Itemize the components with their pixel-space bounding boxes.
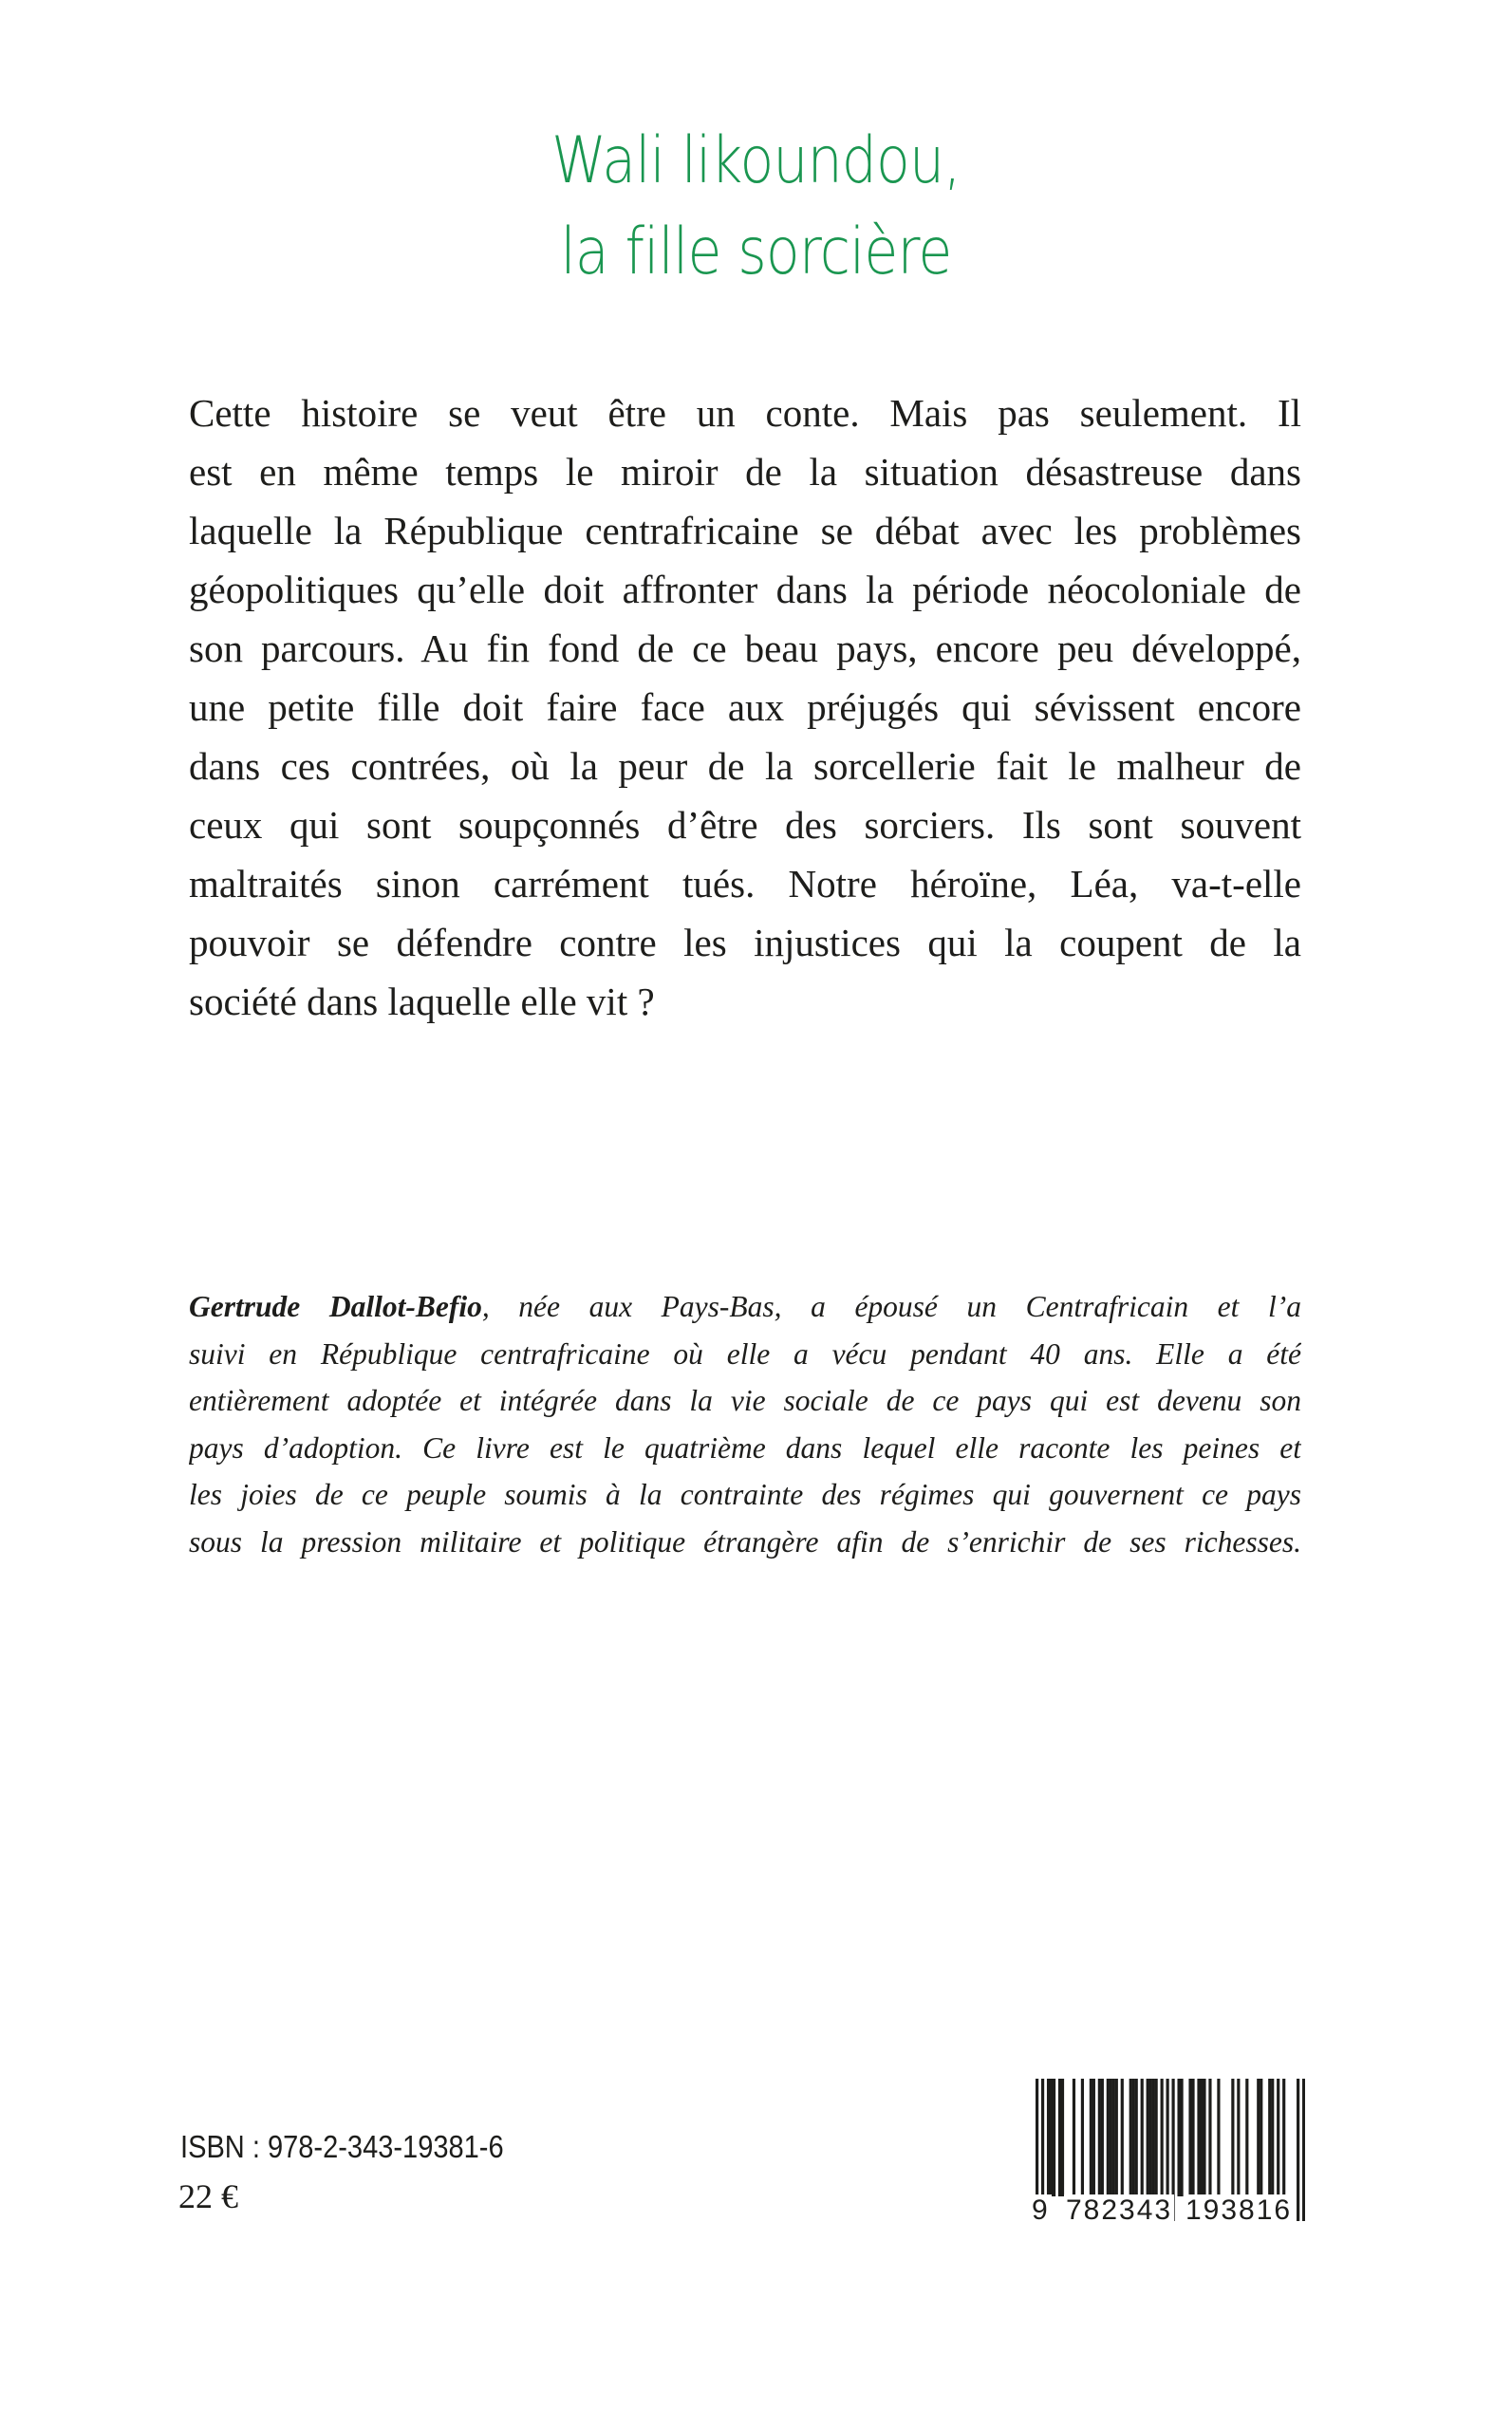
bio-line: les joies de ce peuple soumis à la contrainte des régimes qui gouvernent ce pays: [189, 1478, 1301, 1511]
barcode-bar: [1098, 2079, 1101, 2196]
barcode-bar: [1073, 2079, 1075, 2196]
barcode-bar: [1147, 2079, 1149, 2196]
barcode-bar: [1271, 2079, 1274, 2196]
barcode-bar: [1149, 2079, 1152, 2196]
barcode-bar: [1090, 2079, 1092, 2196]
barcode-bar: [1112, 2079, 1115, 2196]
barcode-bar: [1302, 2079, 1305, 2221]
barcode-bar: [1237, 2079, 1240, 2196]
bio-line: suivi en République centrafricaine où elle a vécu pendant 40 ans. Elle a été: [189, 1336, 1301, 1371]
book-summary: [189, 383, 1301, 1031]
summary-line: pouvoir se défendre contre les injustices qui la coupent de la: [189, 921, 1301, 964]
summary-line: géopolitiques qu’elle doit affronter dans la période néocoloniale de: [189, 568, 1301, 611]
summary-line: ceux qui sont soupçonnés d’être des sorciers. Ils sont souvent: [189, 803, 1301, 847]
author-bio: [189, 1283, 1301, 1565]
price: 22 €: [178, 2177, 238, 2215]
summary-line: est en même temps le miroir de la situation désastreuse dans: [189, 450, 1301, 494]
barcode-bar: [1260, 2079, 1262, 2196]
barcode-bar: [1277, 2079, 1279, 2196]
barcode-bar: [1141, 2079, 1144, 2196]
barcode-bar: [1188, 2079, 1191, 2196]
summary-line: une petite fille doit faire face aux préjugés qui sévissent encore: [189, 685, 1301, 729]
barcode-bar: [1203, 2079, 1205, 2196]
barcode-bar: [1231, 2079, 1234, 2196]
barcode-bar: [1297, 2079, 1299, 2221]
bio-line: pays d’adoption. Ce livre est le quatrième dans lequel elle raconte les peines et: [189, 1430, 1301, 1465]
barcode-left-group: 782343: [1066, 2194, 1173, 2226]
barcode-first-digit: 9: [1032, 2194, 1050, 2226]
barcode-bar: [1121, 2079, 1124, 2196]
barcode-bar: [1107, 2079, 1110, 2196]
book-title-line-1: Wali likoundou,: [551, 123, 961, 198]
barcode-right-group: 193816: [1185, 2194, 1293, 2226]
barcode-bar: [1155, 2079, 1158, 2196]
summary-line: société dans laquelle elle vit ?: [189, 980, 655, 1023]
barcode-bar: [1197, 2079, 1200, 2196]
summary-line: son parcours. Au fin fond de ce beau pays, encore peu développé,: [189, 626, 1301, 670]
bio-line: [189, 1283, 1301, 1331]
barcode-bar: [1152, 2079, 1155, 2196]
barcode-bar: [1081, 2079, 1084, 2196]
barcode-bar: [1053, 2079, 1055, 2196]
isbn: ISBN : 978-2-343-19381-6: [180, 2129, 504, 2164]
barcode-bar: [1217, 2079, 1220, 2196]
barcode-bar: [1101, 2079, 1104, 2196]
book-title-line-2: la fille sorcière: [560, 215, 952, 289]
author-name: Gertrude Dallot-Befio: [189, 1290, 482, 1323]
summary-line: dans ces contrées, où la peur de la sorcellerie fait le malheur de: [189, 744, 1301, 788]
barcode-bar: [1058, 2079, 1061, 2196]
barcode-bar: [1132, 2079, 1135, 2196]
book-title: [0, 116, 1512, 298]
barcode-bar: [1050, 2079, 1053, 2196]
barcode-bar: [1282, 2079, 1285, 2196]
barcode-bar: [1245, 2079, 1248, 2196]
bio-first-line-rest: , née aux Pays-Bas, a épousé un Centrafricain et l’a: [481, 1290, 1301, 1323]
summary-line: Cette histoire se veut être un conte. Mais pas seulement. Il: [189, 391, 1301, 435]
summary-line: laquelle la République centrafricaine se débat avec les problèmes: [189, 509, 1301, 552]
barcode-bar: [1129, 2079, 1132, 2196]
barcode-bar: [1135, 2079, 1138, 2196]
barcode-bar: [1177, 2079, 1180, 2196]
summary-line: maltraités sinon carrément tués. Notre héroïne, Léa, va-t-elle: [189, 862, 1301, 906]
barcode-bar: [1115, 2079, 1118, 2196]
barcode-bar: [1061, 2079, 1064, 2196]
barcode-bar: [1257, 2079, 1260, 2196]
barcode-bar: [1208, 2079, 1211, 2196]
barcode-bar: [1161, 2079, 1164, 2196]
barcode-bar: [1092, 2079, 1095, 2196]
barcode-bar: [1110, 2079, 1112, 2196]
barcode-bar: [1047, 2079, 1050, 2196]
barcode-bar: [1180, 2079, 1183, 2196]
barcode-bar: [1200, 2079, 1203, 2196]
barcode-bar: [1191, 2079, 1194, 2196]
bio-line: sous la pression militaire et politique étrangère afin de s’enrichir de ses richesses.: [189, 1524, 1301, 1559]
barcode-bar: [1268, 2079, 1271, 2196]
bio-line: entièrement adoptée et intégrée dans la vie sociale de ce pays qui est devenu son: [189, 1384, 1301, 1417]
